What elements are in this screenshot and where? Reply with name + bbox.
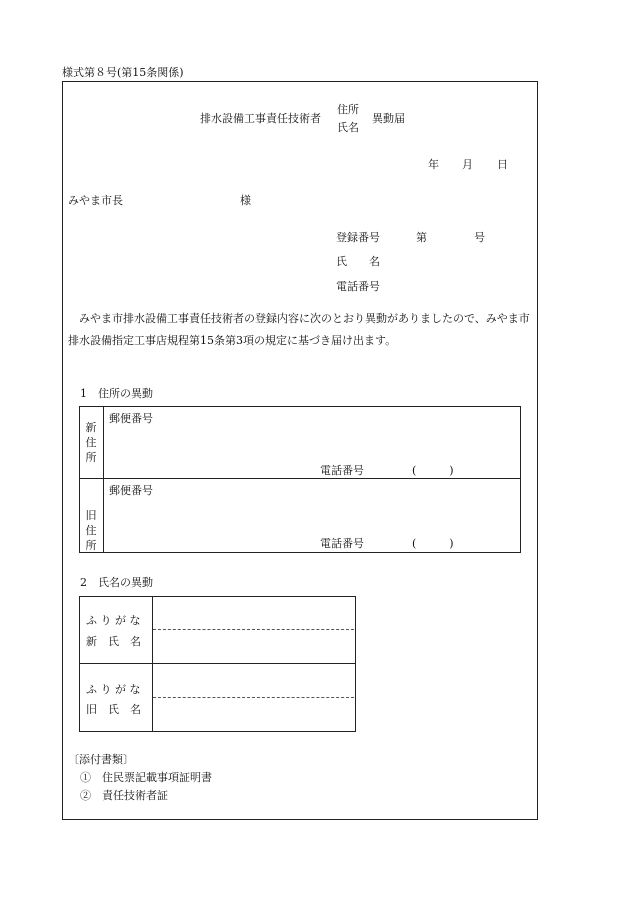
attachment-item-2: ② 責任技術者証 (80, 789, 168, 802)
old-phone-paren: ( ) (412, 537, 454, 550)
new-furigana-label: ふ り が な (86, 614, 141, 627)
body-paragraph: みやま市排水設備工事責任技術者の登録内容に次のとおり異動がありましたので、みやま市排水設備指定工事店規程第15条第3項の規定に基づき届け出ます。 (68, 312, 530, 347)
old-phone-label: 電話番号 (320, 537, 364, 550)
section2-heading: 2 氏名の異動 (80, 576, 153, 589)
old-postal-label: 郵便番号 (109, 484, 153, 497)
date-day: 日 (497, 158, 508, 171)
date-year: 年 (428, 158, 439, 171)
old-furigana-label: ふ り が な (86, 683, 141, 696)
address-label-divider (103, 406, 104, 552)
old-name-label: 旧 氏 名 (86, 703, 141, 716)
new-postal-label: 郵便番号 (109, 412, 153, 425)
name-row-divider (79, 663, 355, 664)
address-row-divider (79, 478, 520, 479)
form-number: 様式第８号(第15条関係) (62, 66, 184, 79)
addressee-name: みやま市長 (68, 194, 123, 207)
new-name-label: 新 氏 名 (86, 635, 141, 648)
title-main: 排水設備工事責任技術者 (200, 112, 321, 125)
registration-number-suffix: 号 (474, 231, 485, 244)
applicant-phone-label: 電話番号 (336, 280, 380, 293)
new-name-dashed-line (153, 629, 354, 630)
applicant-name-label: 氏 名 (336, 255, 380, 268)
title-stack-top: 住所 (337, 103, 359, 116)
title-suffix: 異動届 (372, 112, 405, 125)
registration-number-label: 登録番号 (336, 231, 380, 244)
new-phone-paren: ( ) (412, 464, 454, 477)
date-month: 月 (462, 158, 473, 171)
address-change-table (79, 406, 521, 553)
addressee-honorific: 様 (240, 194, 251, 207)
title-stack-bottom: 氏名 (337, 121, 359, 134)
new-phone-label: 電話番号 (320, 464, 364, 477)
old-address-label: 旧住所 (85, 509, 97, 552)
attachment-item-1: ① 住民票記載事項証明書 (80, 771, 212, 784)
attachments-heading: 〔添付書類〕 (68, 753, 134, 766)
new-address-label: 新住所 (85, 421, 97, 464)
old-name-dashed-line (153, 697, 354, 698)
registration-number-prefix: 第 (416, 231, 427, 244)
section1-heading: 1 住所の異動 (80, 387, 153, 400)
